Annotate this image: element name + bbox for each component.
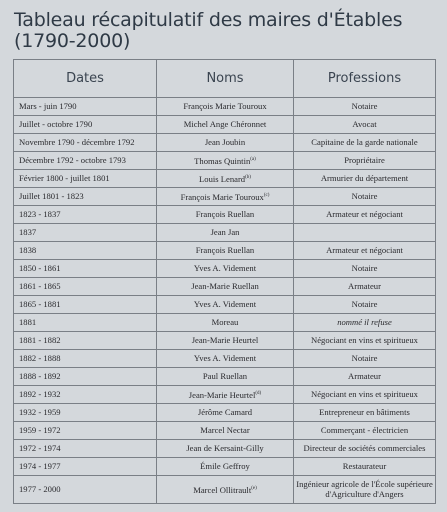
cell-date: 1823 - 1837 — [14, 206, 157, 224]
cell-date: 1881 - 1882 — [14, 332, 157, 350]
cell-name — [157, 440, 294, 458]
name-text: Jean-Marie Heurtel — [191, 334, 259, 345]
header-noms: Noms — [157, 60, 294, 98]
page-title — [14, 10, 434, 52]
table-row — [14, 152, 436, 170]
name-text: Jean Joubin — [204, 136, 246, 147]
profession-note: nommé il refuse — [337, 316, 392, 327]
table-row — [14, 224, 436, 242]
cell-name — [157, 368, 294, 386]
cell-date: 1972 - 1974 — [14, 440, 157, 458]
table-row — [14, 368, 436, 386]
cell-profession — [294, 314, 436, 332]
table-row — [14, 422, 436, 440]
cell-profession: Propriétaire — [294, 152, 436, 170]
table-row — [14, 314, 436, 332]
cell-profession: Notaire — [294, 350, 436, 368]
name-text: Marcel Nectar — [200, 424, 250, 435]
cell-profession: Notaire — [294, 260, 436, 278]
cell-name — [157, 278, 294, 296]
name-text: François Marie Touroux — [180, 191, 264, 202]
table-row — [14, 404, 436, 422]
table-row — [14, 458, 436, 476]
footnote-marker: (b) — [245, 174, 251, 180]
cell-date: 1865 - 1881 — [14, 296, 157, 314]
cell-profession: Commerçant - électricien — [294, 422, 436, 440]
cell-date: Novembre 1790 - décembre 1792 — [14, 134, 157, 152]
title-line-2: (1790-2000) — [14, 30, 131, 52]
table-row — [14, 206, 436, 224]
cell-name — [157, 332, 294, 350]
table-row — [14, 98, 436, 116]
name-text: Émile Geffroy — [200, 460, 250, 471]
cell-name — [157, 170, 294, 188]
cell-date: Décembre 1792 - octobre 1793 — [14, 152, 157, 170]
table-header-row — [14, 60, 436, 98]
cell-profession: Directeur de sociétés commerciales — [294, 440, 436, 458]
table-row — [14, 188, 436, 206]
name-text: Moreau — [211, 316, 239, 327]
table-row — [14, 170, 436, 188]
cell-date: 1888 - 1892 — [14, 368, 157, 386]
footnote-marker: (a) — [250, 156, 256, 162]
cell-name — [157, 458, 294, 476]
cell-date: 1974 - 1977 — [14, 458, 157, 476]
name-text: François Marie Touroux — [183, 100, 267, 111]
name-text: Yves A. Videment — [193, 352, 257, 363]
cell-name — [157, 152, 294, 170]
cell-date: 1882 - 1888 — [14, 350, 157, 368]
cell-profession: Négociant en vins et spiritueux — [294, 332, 436, 350]
cell-profession: Notaire — [294, 98, 436, 116]
cell-name — [157, 422, 294, 440]
cell-date: 1838 — [14, 242, 157, 260]
cell-date: 1892 - 1932 — [14, 386, 157, 404]
name-text: Louis Lenard — [199, 173, 246, 184]
name-text: Jean de Kersaint-Gilly — [186, 442, 264, 453]
cell-profession — [294, 224, 436, 242]
cell-date: Février 1800 - juillet 1801 — [14, 170, 157, 188]
cell-name — [157, 386, 294, 404]
table-row — [14, 278, 436, 296]
cell-date: 1850 - 1861 — [14, 260, 157, 278]
cell-name — [157, 296, 294, 314]
cell-name — [157, 224, 294, 242]
table-body — [14, 98, 436, 504]
cell-profession: Notaire — [294, 188, 436, 206]
title-line-1: Tableau récapitulatif des maires d'Étables — [14, 9, 403, 31]
name-text: Thomas Quintin — [194, 155, 251, 166]
cell-name — [157, 98, 294, 116]
cell-name — [157, 134, 294, 152]
name-text: François Ruellan — [195, 244, 255, 255]
cell-date: 1881 — [14, 314, 157, 332]
cell-name — [157, 188, 294, 206]
mayors-table — [13, 59, 436, 504]
cell-name — [157, 242, 294, 260]
name-text: Jérôme Camard — [197, 406, 253, 417]
table-row — [14, 350, 436, 368]
table-row — [14, 296, 436, 314]
name-text: Yves A. Videment — [193, 262, 257, 273]
table-row — [14, 476, 436, 504]
cell-date: 1837 — [14, 224, 157, 242]
cell-profession: Capitaine de la garde nationale — [294, 134, 436, 152]
cell-profession: Armurier du département — [294, 170, 436, 188]
cell-name — [157, 476, 294, 504]
cell-date: Mars - juin 1790 — [14, 98, 157, 116]
name-text: Jean-Marie Heurtel — [188, 389, 256, 400]
cell-date: Juillet - octobre 1790 — [14, 116, 157, 134]
footnote-marker: (e) — [251, 485, 257, 491]
cell-date: 1861 - 1865 — [14, 278, 157, 296]
table-row — [14, 134, 436, 152]
name-text: Michel Ange Chéronnet — [183, 118, 267, 129]
footnote-marker: (d) — [255, 390, 262, 396]
cell-profession: Avocat — [294, 116, 436, 134]
table-row — [14, 440, 436, 458]
cell-name — [157, 116, 294, 134]
cell-date: 1977 - 2000 — [14, 476, 157, 504]
footnote-marker: (c) — [263, 192, 270, 198]
cell-date: 1932 - 1959 — [14, 404, 157, 422]
name-text: François Ruellan — [195, 208, 255, 219]
cell-profession: Armateur — [294, 368, 436, 386]
cell-profession: Restaurateur — [294, 458, 436, 476]
name-text: Marcel Ollitrault — [193, 484, 252, 495]
cell-profession: Armateur et négociant — [294, 206, 436, 224]
header-professions: Professions — [294, 60, 436, 98]
cell-date: Juillet 1801 - 1823 — [14, 188, 157, 206]
table-row — [14, 242, 436, 260]
table-row — [14, 386, 436, 404]
name-text: Paul Ruellan — [202, 370, 248, 381]
name-text: Jean-Marie Ruellan — [191, 280, 259, 291]
cell-name — [157, 260, 294, 278]
table-row — [14, 332, 436, 350]
name-text: Jean Jan — [210, 226, 240, 237]
cell-profession: Armateur — [294, 278, 436, 296]
cell-profession: Ingénieur agricole de l'École supérieure d'Agriculture d'Angers — [294, 476, 436, 504]
table-row — [14, 116, 436, 134]
cell-name — [157, 404, 294, 422]
header-dates: Dates — [14, 60, 157, 98]
name-text: Yves A. Videment — [193, 298, 257, 309]
cell-profession: Entrepreneur en bâtiments — [294, 404, 436, 422]
cell-profession: Négociant en vins et spiritueux — [294, 386, 436, 404]
cell-date: 1959 - 1972 — [14, 422, 157, 440]
cell-profession: Armateur et négociant — [294, 242, 436, 260]
cell-profession: Notaire — [294, 296, 436, 314]
cell-name — [157, 206, 294, 224]
cell-name — [157, 350, 294, 368]
table-row — [14, 260, 436, 278]
cell-name — [157, 314, 294, 332]
